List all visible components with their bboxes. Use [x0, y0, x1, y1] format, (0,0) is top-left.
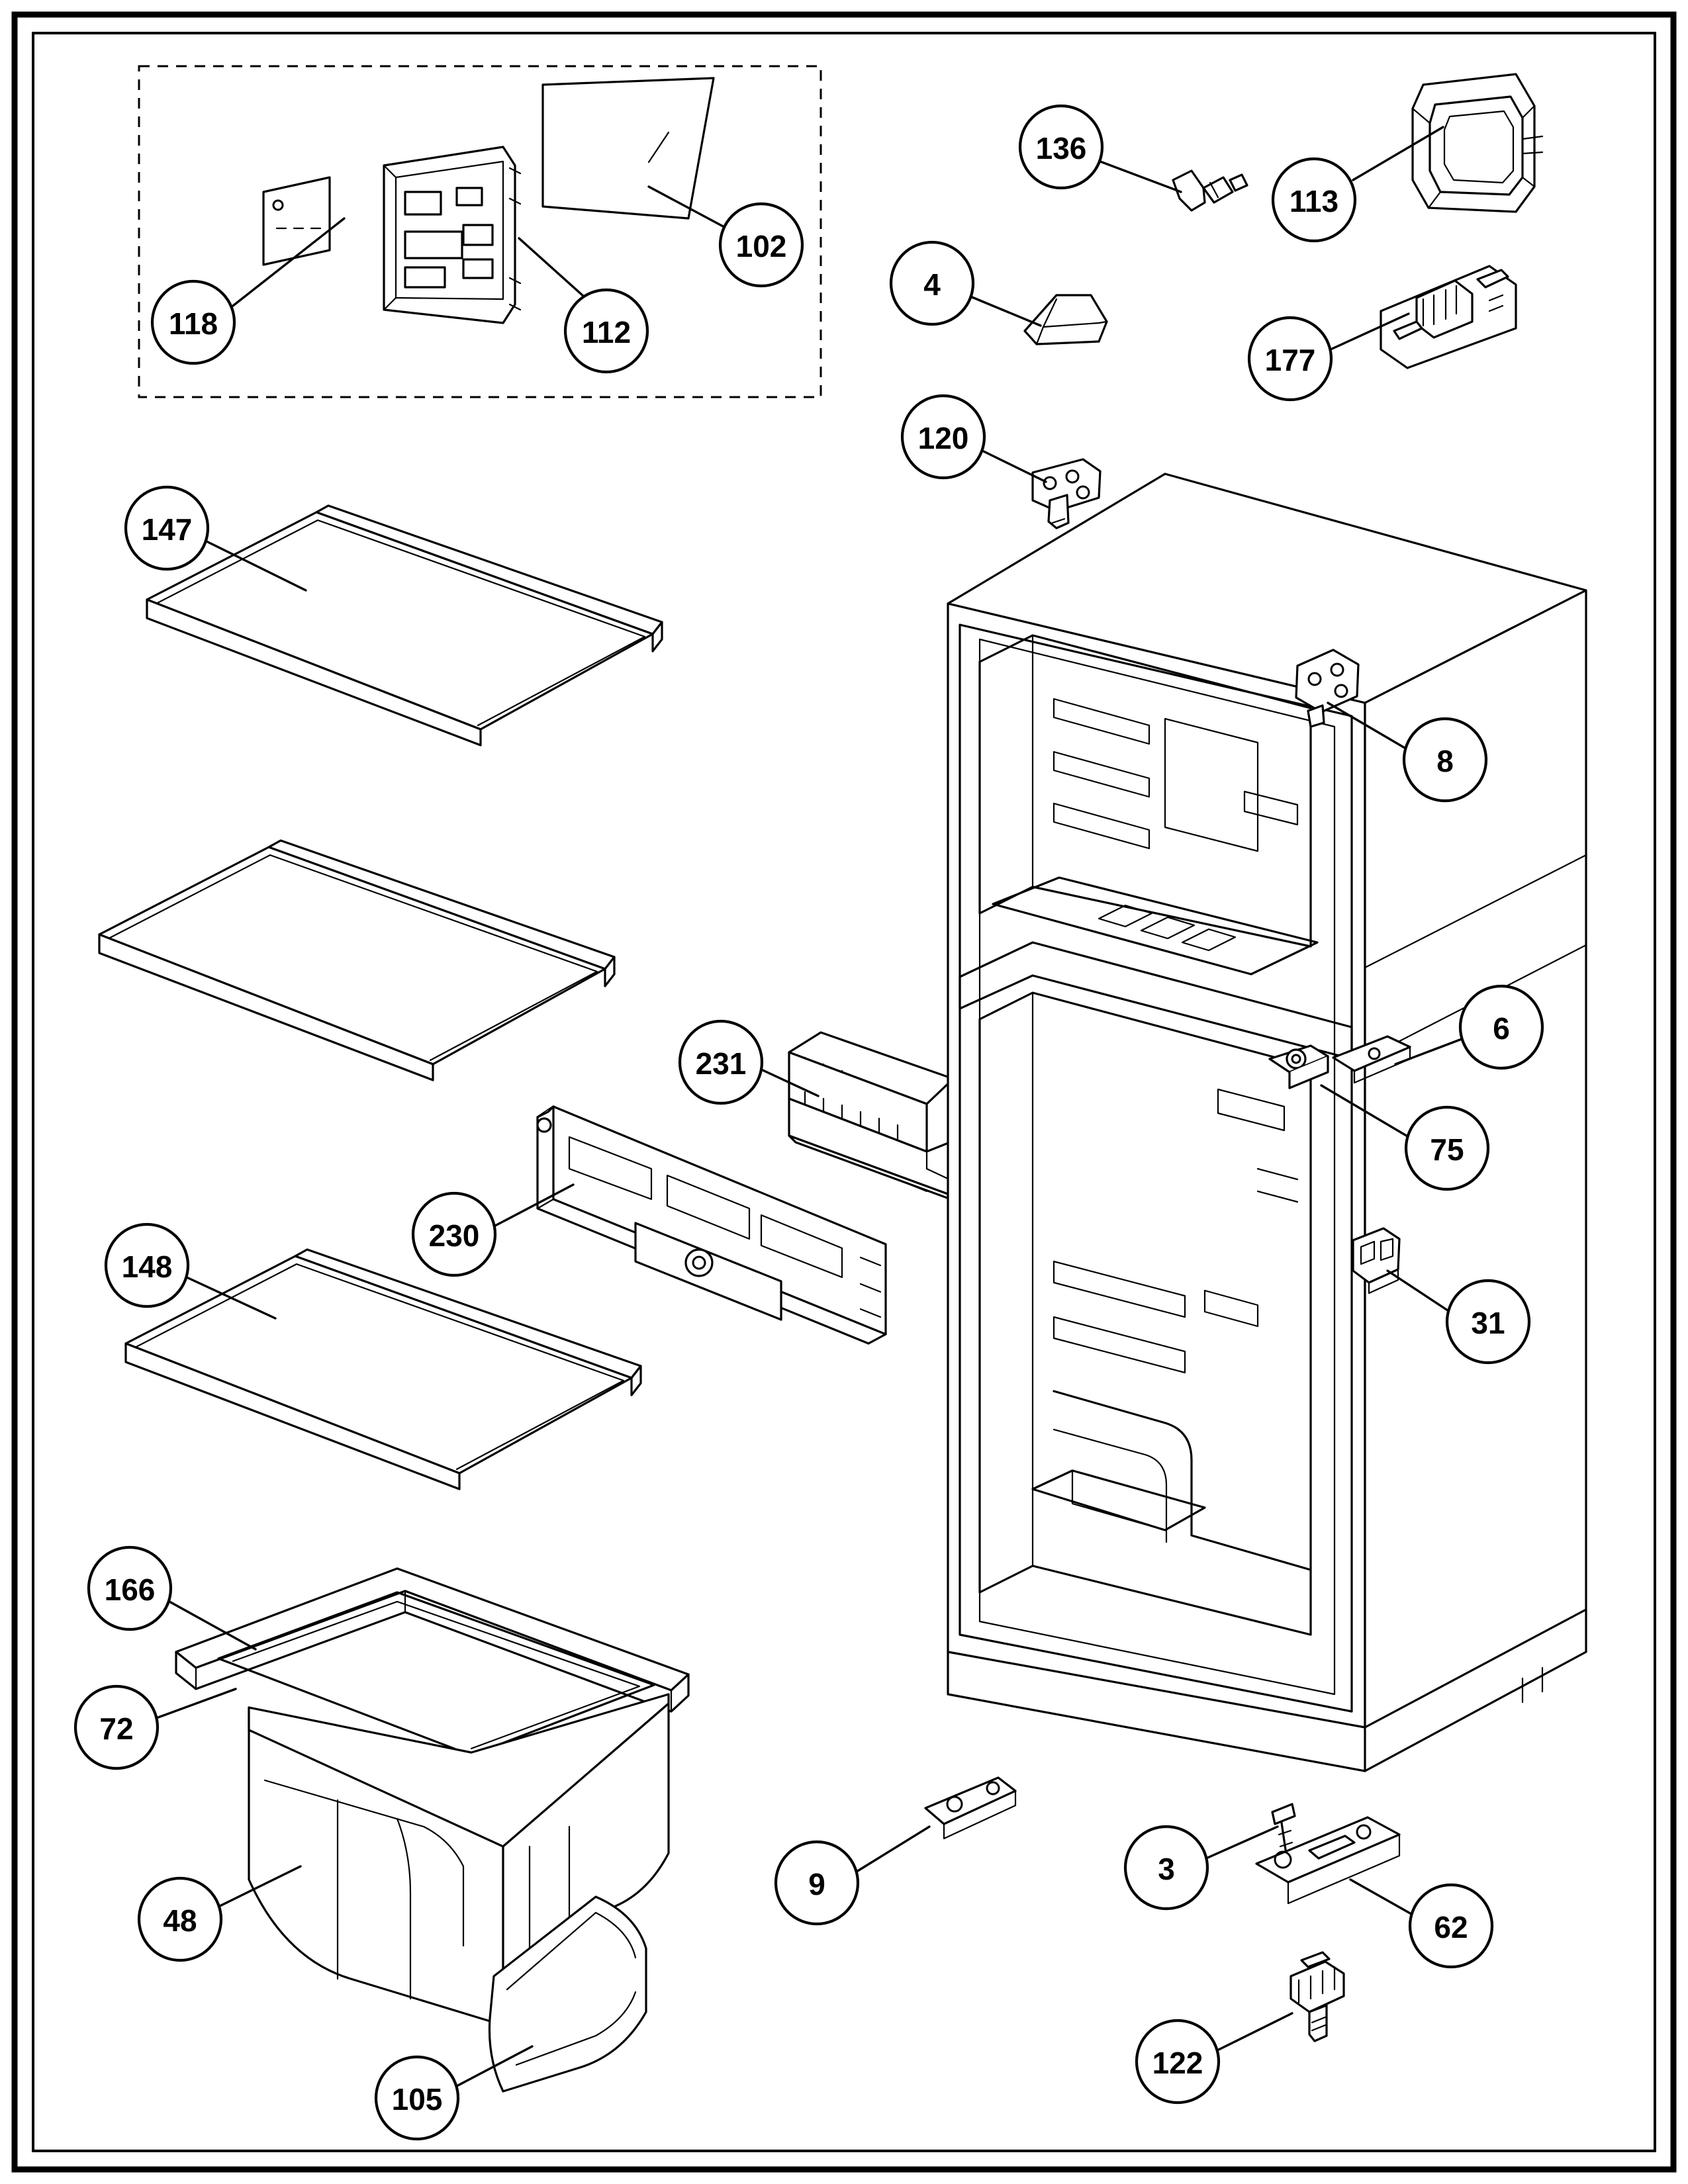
callout-136[interactable] [1020, 106, 1102, 188]
callout-label: 31 [1471, 1306, 1505, 1340]
part-102-control-cover-panel [543, 78, 714, 218]
callout-72[interactable] [75, 1686, 158, 1768]
part-118-small-control-label-plate [263, 177, 330, 265]
callout-113[interactable] [1273, 159, 1355, 241]
callout-label: 102 [735, 229, 787, 263]
part-4-hinge-cover-cap [1025, 295, 1107, 344]
callout-label: 62 [1434, 1910, 1468, 1944]
leader-72 [156, 1689, 236, 1718]
callout-62[interactable] [1410, 1885, 1492, 1967]
part-112-electronic-control-board [384, 147, 520, 323]
callout-label: 120 [917, 421, 969, 455]
callout-31[interactable] [1447, 1281, 1529, 1363]
callout-122[interactable] [1137, 2021, 1219, 2103]
callout-label: 122 [1152, 2046, 1203, 2080]
callout-label: 118 [168, 306, 218, 341]
callout-118[interactable] [152, 281, 234, 363]
callout-230[interactable] [413, 1193, 495, 1275]
callout-label: 48 [163, 1903, 197, 1938]
callout-166[interactable] [89, 1547, 171, 1629]
callout-105[interactable] [376, 2057, 458, 2139]
leader-136 [1100, 161, 1181, 192]
callout-102[interactable] [720, 204, 802, 286]
callout-label: 166 [104, 1572, 156, 1607]
callout-label: 230 [428, 1218, 480, 1253]
callout-9[interactable] [776, 1842, 858, 1924]
callout-48[interactable] [139, 1878, 221, 1960]
part-122-leveling-leg-roller [1291, 1952, 1344, 2041]
callout-148[interactable] [106, 1224, 188, 1306]
leader-120 [984, 451, 1046, 482]
callout-label: 4 [923, 267, 941, 302]
callout-231[interactable] [680, 1021, 762, 1103]
callout-120[interactable] [902, 396, 984, 478]
callout-label: 75 [1430, 1132, 1464, 1167]
leader-4 [970, 296, 1041, 326]
callout-177[interactable] [1249, 318, 1331, 400]
callout-8[interactable] [1404, 719, 1486, 801]
callout-label: 9 [808, 1867, 825, 1901]
leader-9 [857, 1827, 929, 1872]
callout-label: 105 [391, 2082, 443, 2116]
leader-3 [1206, 1827, 1278, 1858]
control-board-inset [139, 66, 821, 397]
callout-112[interactable] [565, 290, 647, 372]
callout-3[interactable] [1125, 1827, 1207, 1909]
part-62-bottom-hinge-bracket [1256, 1817, 1399, 1903]
refrigerator-cabinet-body [948, 474, 1586, 1771]
leader-122 [1217, 2013, 1292, 2050]
part-113-door-gasket-seal [1413, 74, 1542, 212]
callout-label: 8 [1436, 744, 1454, 778]
callout-label: 136 [1035, 131, 1087, 165]
callout-label: 231 [695, 1046, 747, 1081]
callout-label: 3 [1158, 1852, 1175, 1886]
part-136-door-switch-plunger [1173, 171, 1247, 210]
callout-label: 6 [1493, 1011, 1510, 1046]
callout-6[interactable] [1460, 986, 1542, 1068]
callout-4[interactable] [891, 242, 973, 324]
callout-label: 113 [1289, 184, 1339, 218]
part-147-glass-shelf-upper [147, 506, 662, 745]
callout-label: 72 [99, 1711, 134, 1746]
callout-label: 148 [121, 1250, 173, 1284]
callout-label: 112 [581, 315, 632, 349]
callout-147[interactable] [126, 487, 208, 569]
callout-label: 147 [141, 512, 193, 547]
leader-62 [1350, 1880, 1411, 1914]
callout-label: 177 [1264, 343, 1316, 377]
part-9-hinge-shim-plate [925, 1778, 1015, 1839]
callout-75[interactable] [1406, 1107, 1488, 1189]
glass-shelf-middle [99, 841, 614, 1080]
leader-112 [519, 238, 584, 296]
part-166-crisper-cover-frame [176, 1569, 688, 1711]
